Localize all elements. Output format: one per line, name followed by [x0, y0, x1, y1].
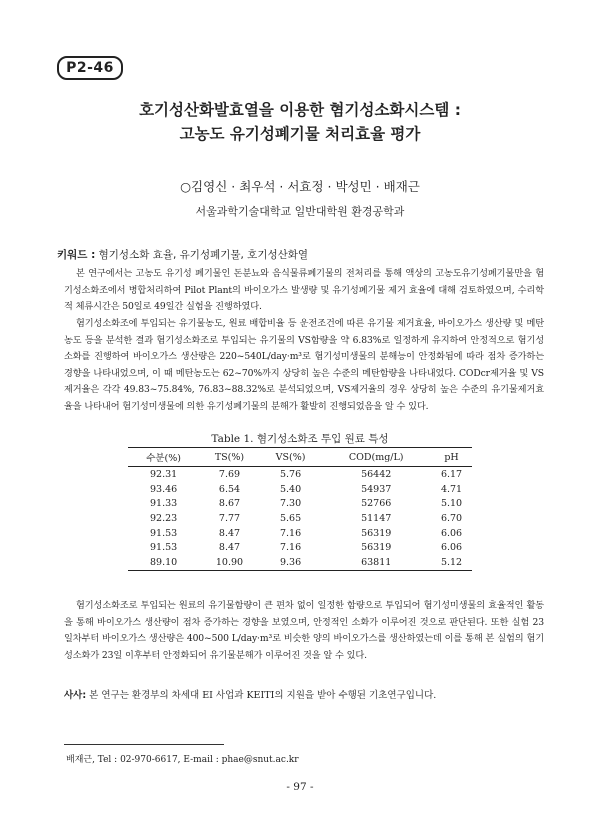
body-paragraph-2: 혐기성소화조에 투입되는 유기물농도, 원료 배합비율 등 운전조건에 따른 유기물 제거효율, 바이오가스 생산량 및 메탄농도 등을 분석한 결과 혐기성소화조로 투입되는 유기물의 VS함량을 약 6.83%로 일정하게 유지하여 안정적으로 혐기성소화를 진행하여 바이오가스 생산량은 220~540L/day·m³로 혐기성미생물의 분해능이 안정화됨에 따라 점차 증가하는 경향을 나타내었으며, 이 때 메탄농도는 62~70%까지 상당히 높은 수준의 메탄함량을 나타내었다. CODcr제거율 및 VS제거율은 각각 49.83~75.84%, 76.83~88.32%로 분석되었으며, VS제거율의 경우 상당히 높은 수준의 유기물제거효율을 나타내어 혐기성미생물에 의한 유기성폐기물의 분해가 활발히 진행되었음을 알 수 있다.: [64, 318, 544, 412]
page-number: - 97 -: [286, 781, 314, 793]
table-cell: 56319: [361, 527, 392, 539]
table-cell: 10.90: [199, 555, 260, 570]
table-row: [128, 467, 472, 482]
table-cell: 51147: [361, 512, 392, 524]
table-cell: 6.70: [440, 512, 463, 524]
table-row: [128, 540, 472, 555]
table-cell: 5.10: [440, 498, 463, 510]
table-cell: 5.76: [279, 468, 302, 480]
keywords: [57, 247, 308, 262]
table-cell: 8.67: [218, 498, 241, 510]
table-cell: 7.77: [218, 512, 241, 524]
table-cell: 89.10: [128, 555, 199, 570]
table-cell: 6.54: [218, 483, 241, 495]
body-paragraph-3: 혐기성소화조로 투입되는 원료의 유기물함량이 큰 편차 없이 일정한 함량으로 투입되어 혐기성미생물의 효율적인 활동을 통해 바이오가스 생산량이 점차 증가하는 경향을 보였으며, 안정적인 소화가 이루어진 것으로 판단된다. 또한 실험 23일차부터 바이오가스 생산량은 400~500 L/day·m³로 비슷한 양의 바이오가스를 생산하였는데 이를 통해 본 실험의 혐기성소화가 23일 이후부터 안정화되어 유기물분해가 이루어진 것을 알 수 있다.: [64, 600, 544, 661]
keywords-text: 혐기성소화 효율, 유기성폐기물, 호기성산화열: [98, 249, 309, 261]
table-cell: 6.06: [440, 542, 463, 554]
table-cell: 5.12: [431, 555, 472, 570]
table-row: [128, 511, 472, 526]
table-cell: 56319: [361, 542, 392, 554]
table-cell: 92.23: [150, 512, 178, 524]
table-cell: 56442: [361, 468, 392, 480]
table-cell: 5.40: [279, 483, 302, 495]
table-cell: 91.53: [150, 542, 178, 554]
feed-characteristics-table: [128, 447, 472, 571]
table-cell: 92.31: [150, 468, 178, 480]
title-line-1: 호기성산화발효열을 이용한 혐기성소화시스템 :: [139, 101, 461, 119]
table-cell: 7.30: [279, 498, 302, 510]
table-cell: 91.53: [150, 527, 178, 539]
title-line-2: 고농도 유기성폐기물 처리효율 평가: [179, 125, 421, 143]
table-cell: 52766: [361, 498, 392, 510]
table-cell: 6.17: [440, 468, 463, 480]
table-row: [128, 555, 472, 570]
session-badge: P2-46: [57, 56, 123, 80]
table-cell: 93.46: [150, 483, 178, 495]
table-caption: Table 1. 혐기성소화조 투입 원료 특성: [211, 433, 389, 445]
table-row: [128, 496, 472, 511]
table-header-row: [128, 448, 472, 467]
table-cell: 8.47: [218, 542, 241, 554]
table-cell: 8.47: [218, 527, 241, 539]
table-cell: 7.69: [218, 468, 241, 480]
table-cell: 5.65: [279, 512, 302, 524]
footnote-divider: [64, 744, 224, 745]
table-cell: 91.33: [150, 498, 178, 510]
header-vs: VS(%): [260, 448, 322, 467]
table-row: [128, 526, 472, 541]
header-ph: pH: [431, 448, 472, 467]
header-ts: TS(%): [199, 448, 260, 467]
table-cell: 9.36: [260, 555, 322, 570]
table-cell: 7.16: [279, 527, 302, 539]
header-moisture: 수분(%): [128, 448, 199, 467]
keywords-label: 키워드 :: [57, 249, 96, 261]
header-cod: COD(mg/L): [321, 448, 431, 467]
author-list: ○김영신 · 최우석 · 서효정 · 박성민 · 배재근: [180, 179, 420, 194]
table-cell: 4.71: [440, 483, 463, 495]
table-cell: 7.16: [279, 542, 302, 554]
table-cell: 63811: [321, 555, 431, 570]
corresponding-author-footnote: 배재근, Tel : 02-970-6617, E-mail : phae@snut.ac.kr: [66, 755, 299, 765]
acknowledgement-label: 사사:: [64, 690, 87, 701]
acknowledgement: [64, 688, 544, 704]
acknowledgement-text: 본 연구는 환경부의 차세대 EI 사업과 KEITI의 지원을 받아 수행된 기초연구입니다.: [86, 690, 437, 701]
affiliation: 서울과학기술대학교 일반대학원 환경공학과: [195, 205, 405, 218]
body-paragraph-1: 본 연구에서는 고농도 유기성 폐기물인 돈분뇨와 음식물류폐기물의 전처리를 통해 액상의 고농도유기성폐기물만을 혐기성소화조에서 병합처리하여 Pilot Plant의 바이오가스 발생량 및 유기성폐기물 제거 효율에 대해 검토하였으며, 수리학적 체류시간은 50일로 49일간 실험을 진행하였다.: [64, 268, 544, 313]
table-row: [128, 482, 472, 497]
table-cell: 6.06: [440, 527, 463, 539]
table-cell: 54937: [361, 483, 392, 495]
